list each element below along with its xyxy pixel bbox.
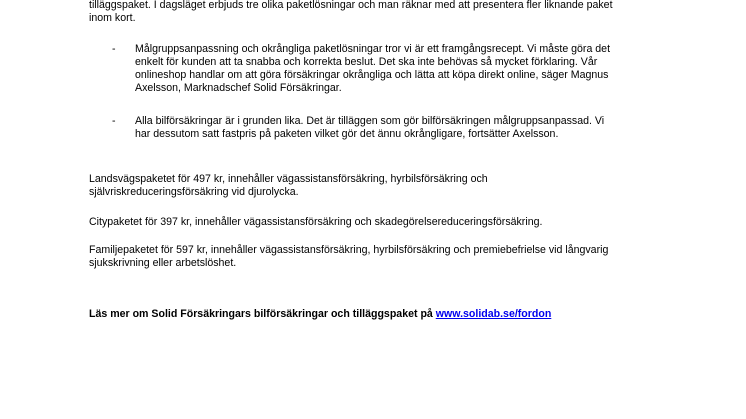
read-more xyxy=(89,308,551,321)
quote-1-line-3: onlineshop handlar om att göra försäkringar okrångliga och lätta att köpa direkt online, säger Magnus xyxy=(135,69,609,81)
quote-1-bullet: - xyxy=(112,43,116,55)
quote-1-line-4: Axelsson, Marknadschef Solid Försäkringar. xyxy=(135,82,342,94)
quote-2-line-1: Alla bilförsäkringar är i grunden lika. Det är tilläggen som gör bilförsäkringen målgruppsanpassad. Vi xyxy=(135,115,605,127)
package-familj-line-1: Familjepaketet för 597 kr, innehåller vägassistansförsäkring, hyrbilsförsäkring och premiebefrielse vid långvarig xyxy=(89,244,609,256)
package-landsvag-line-1: Landsvägspaketet för 497 kr, innehåller vägassistansförsäkring, hyrbilsförsäkring och xyxy=(89,173,488,185)
quote-2-line-2: har dessutom satt fastpris på paketen vilket gör det ännu okrångligare, fortsätter Axelsson. xyxy=(135,128,559,140)
package-city-line-1: Citypaketet för 397 kr, innehåller vägassistansförsäkring och skadegörelsereduceringsförsäkring. xyxy=(89,216,543,228)
quote-1-line-2: enkelt för kunden att ta snabba och korrekta beslut. Det ska inte behövas så mycket förklaring. Vår xyxy=(135,56,598,68)
intro-line-2: inom kort. xyxy=(89,12,136,24)
solidab-fordon-link[interactable]: www.solidab.se/fordon xyxy=(435,308,552,320)
read-more-text: Läs mer om Solid Försäkringars bilförsäkringar och tilläggspaket på xyxy=(89,308,436,320)
package-landsvag-line-2: självriskreduceringsförsäkring vid djurolycka. xyxy=(89,186,299,198)
intro-line-1: tilläggspaket. I dagsläget erbjuds tre olika paketlösningar och man räknar med att presentera fler liknande paket xyxy=(89,0,613,11)
quote-2-bullet: - xyxy=(112,115,116,127)
quote-1-line-1: Målgruppsanpassning och okrångliga paketlösningar tror vi är ett framgångsrecept. Vi måste göra det xyxy=(135,43,611,55)
package-familj-line-2: sjukskrivning eller arbetslöshet. xyxy=(89,257,237,269)
